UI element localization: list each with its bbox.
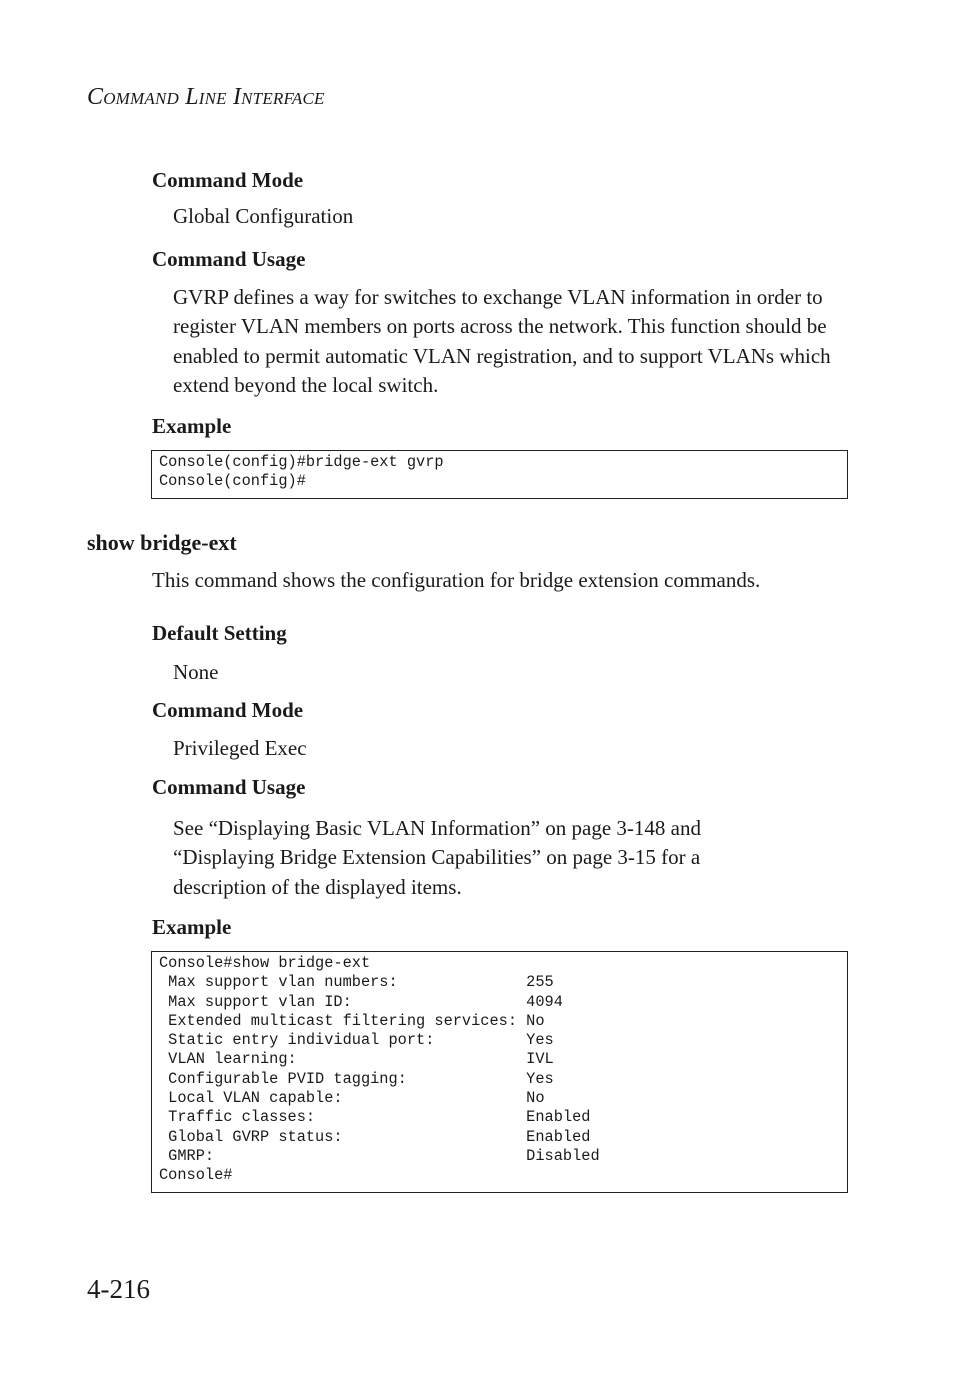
running-head: Command Line Interface (87, 84, 325, 110)
command-usage-heading: Command Usage (152, 247, 306, 271)
command-mode-value: Global Configuration (173, 204, 354, 228)
command-usage-text: See “Displaying Basic VLAN Information” on page 3-148 and “Displaying Bridge Extension Capabilities” on page 3-15 for a description of the displayed items. (173, 816, 701, 899)
command-mode-heading: Command Mode (152, 698, 304, 722)
default-setting-heading: Default Setting (152, 621, 287, 645)
command-mode-value: Privileged Exec (173, 736, 307, 760)
example-code-block: Console#show bridge-ext Max support vlan numbers: 255 Max support vlan ID: 4094 Extended multicast filtering services: No Static entry individual port: Yes VLAN learning: IVL Configurable PVID tagging: Yes Local VLAN capable: No Traffic classes: Enabled Global GVRP status: Enabled GMRP: Disabled Console# (151, 951, 848, 1193)
command-mode-heading: Command Mode (152, 168, 304, 192)
section-description: This command shows the configuration for bridge extension commands. (152, 568, 761, 592)
default-setting-value: None (173, 660, 219, 684)
example-heading: Example (152, 414, 232, 438)
example-heading: Example (152, 915, 232, 939)
page-number: 4-216 (87, 1274, 150, 1304)
section-title: show bridge-ext (87, 530, 237, 555)
command-usage-heading: Command Usage (152, 775, 306, 799)
command-usage-text: GVRP defines a way for switches to exchange VLAN information in order to register VLAN members on ports across the network. This function should be enabled to permit automatic VLAN registration, and to support VLANs which extend beyond the local switch. (173, 285, 831, 397)
example-code-block: Console(config)#bridge-ext gvrp Console(config)# (151, 450, 848, 499)
